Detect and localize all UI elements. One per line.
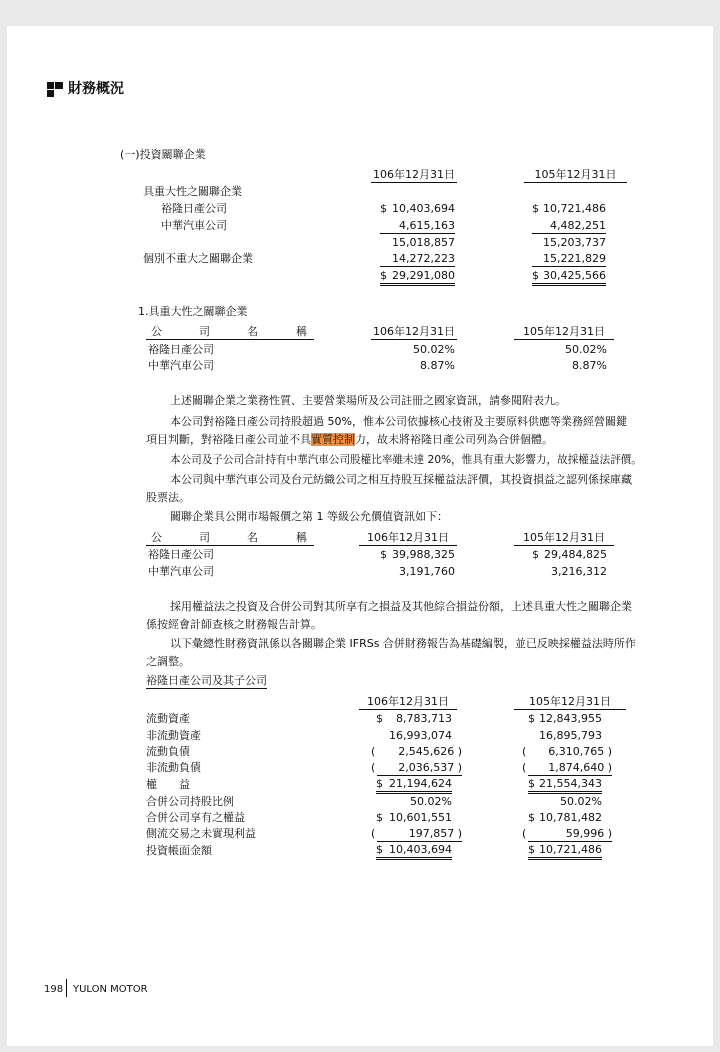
table-row-label: 中華汽車公司 [161, 219, 227, 232]
table-cell-value: 29,291,080 [392, 269, 455, 282]
document-page [7, 26, 713, 1046]
paren-open: ( [371, 745, 376, 758]
total-cell [528, 777, 602, 794]
table-row-label: 投資帳面金額 [146, 844, 212, 857]
table-row-label: 合併公司持股比例 [146, 795, 234, 808]
currency-symbol: $ [532, 269, 539, 282]
t4-col1-header: 106年12月31日 [359, 695, 457, 710]
total-cell [376, 777, 452, 794]
table-cell-value: 50.02% [565, 343, 607, 356]
currency-symbol: $ [380, 269, 387, 282]
subsection-title: 1.具重大性之關聯企業 [138, 305, 248, 318]
table-cell-value: 50.02% [410, 795, 452, 808]
footer-brand: YULON MOTOR [73, 984, 148, 995]
paragraph: 本公司及子公司合計持有中華汽車公司股權比率雖未達 20%，惟具有重大影響力，故採權益法評價。 [170, 454, 642, 466]
table-row-label: 中華汽車公司 [148, 359, 214, 372]
table-row-label: 非流動資產 [146, 729, 201, 742]
table-cell-value: 21,194,624 [389, 777, 452, 790]
page-number: 198 [44, 984, 64, 995]
paragraph: 關聯企業具公開市場報價之第 1 等級公允價值資訊如下： [170, 510, 448, 523]
t2-col2-header: 105年12月31日 [514, 325, 614, 340]
paragraph: 採用權益法之投資及合併公司對其所享有之損益及其他綜合損益份額，上述具重大性之關聯企業係按經會計師查核之財務報告計算。 [146, 600, 632, 631]
t3-company-header: 公 司 名 稱 [146, 531, 314, 546]
section-title: (一)投資關聯企業 [120, 148, 206, 161]
table-cell-value: 39,988,325 [392, 548, 455, 561]
currency-symbol: $ [528, 811, 535, 824]
table-cell-value: 3,191,760 [399, 565, 455, 578]
table-cell-value: 8,783,713 [396, 712, 452, 725]
table-cell-value: 10,721,486 [543, 202, 606, 215]
currency-symbol: $ [376, 811, 383, 824]
paragraph: 本公司與中華汽車公司及台元紡織公司之相互持股互採權益法評價，其投資損益之認列係採庫藏股票法。 [146, 473, 632, 504]
currency-symbol: $ [528, 777, 535, 790]
table-cell-value: 197,857 ) [377, 827, 462, 842]
currency-symbol: $ [532, 548, 539, 561]
table-cell-value: 10,781,482 [539, 811, 602, 824]
table-cell-value: 15,203,737 [543, 236, 606, 249]
t4-col2-header: 105年12月31日 [514, 695, 626, 710]
table-cell-value: 30,425,566 [543, 269, 606, 282]
table-row-label: 裕隆日產公司 [148, 343, 214, 356]
currency-symbol: $ [376, 843, 383, 856]
table-cell-value: 10,601,551 [389, 811, 452, 824]
table-cell-value: 8.87% [420, 359, 455, 372]
table-row-label: 側流交易之未實現利益 [146, 827, 256, 840]
total-cell [528, 843, 602, 860]
table-row-label: 裕隆日產公司 [161, 202, 227, 215]
table-cell-value: 2,036,537 ) [377, 761, 462, 776]
t4-title: 裕隆日產公司及其子公司 [146, 674, 267, 687]
currency-symbol: $ [376, 777, 383, 790]
table-row-label: 流動負債 [146, 745, 190, 758]
table-cell-value: 4,482,251 [532, 219, 606, 234]
highlighted-text: 實質控制 [311, 433, 355, 446]
t2-col1-header: 106年12月31日 [373, 325, 455, 338]
paragraph: 本公司對裕隆日產公司持股超過 50%，惟本公司依據核心技術及主要原料供應等業務經營關鍵項目判斷，對裕隆日產公司並不具實質控制力，故未將裕隆日產公司列為合併個體。 [146, 415, 627, 446]
table-row-label: 非流動負債 [146, 761, 201, 774]
currency-symbol: $ [380, 202, 387, 215]
paragraph: 以下彙總性財務資訊係以各關聯企業 IFRSs 合併財務報告為基礎編製，並已反映採權益法時所作之調整。 [146, 637, 636, 668]
t1-col2-header: 105年12月31日 [524, 168, 627, 183]
table-cell-value: 1,874,640 ) [528, 761, 612, 776]
paren-open: ( [522, 827, 527, 840]
paragraph: 上述關聯企業之業務性質、主要營業場所及公司註冊之國家資訊，請參閱附表九。 [170, 394, 566, 407]
paren-open: ( [522, 745, 527, 758]
paren-open: ( [371, 761, 376, 774]
table-cell-value: 10,403,694 [389, 843, 452, 856]
currency-symbol: $ [528, 712, 535, 725]
t3-col2-header: 105年12月31日 [514, 531, 614, 546]
table-cell-value: 6,310,765 ) [548, 745, 612, 758]
section-marker-icon [47, 82, 63, 97]
page-header-title: 財務概況 [68, 81, 124, 97]
table-cell-value: 21,554,343 [539, 777, 602, 790]
table-row-label: 中華汽車公司 [148, 565, 214, 578]
table-row-label: 合併公司享有之權益 [146, 811, 245, 824]
paren-open: ( [522, 761, 527, 774]
total-cell [532, 269, 606, 286]
t1-group-label: 具重大性之關聯企業 [143, 185, 242, 198]
table-cell-value: 16,993,074 [389, 729, 452, 742]
table-row-label: 流動資產 [146, 712, 190, 725]
table-cell-value: 50.02% [560, 795, 602, 808]
total-cell [376, 843, 452, 860]
table-cell-value: 15,221,829 [532, 252, 606, 267]
table-cell-value: 12,843,955 [539, 712, 602, 725]
table-cell-value: 8.87% [572, 359, 607, 372]
table-cell-value: 15,018,857 [392, 236, 455, 249]
currency-symbol: $ [532, 202, 539, 215]
table-cell-value: 3,216,312 [551, 565, 607, 578]
table-cell-value: 14,272,223 [380, 252, 455, 267]
t1-col1-header: 106年12月31日 [373, 168, 455, 181]
table-cell-value: 2,545,626 ) [398, 745, 462, 758]
currency-symbol: $ [376, 712, 383, 725]
t2-company-header: 公 司 名 稱 [146, 325, 314, 340]
table-cell-value: 29,484,825 [544, 548, 607, 561]
t3-col1-header: 106年12月31日 [359, 531, 457, 546]
paren-open: ( [371, 827, 376, 840]
table-cell-value: 10,721,486 [539, 843, 602, 856]
table-cell-value: 4,615,163 [380, 219, 455, 234]
currency-symbol: $ [380, 548, 387, 561]
table-cell-value: 50.02% [413, 343, 455, 356]
table-cell-value: 10,403,694 [392, 202, 455, 215]
currency-symbol: $ [528, 843, 535, 856]
table-cell-value: 16,895,793 [539, 729, 602, 742]
table-row-label: 權 益 [146, 778, 190, 791]
footer-divider [66, 979, 67, 997]
table-row-label: 裕隆日產公司 [148, 548, 214, 561]
table-row-label: 個別不重大之關聯企業 [143, 252, 253, 265]
total-cell [380, 269, 455, 286]
table-cell-value: 59,996 ) [528, 827, 612, 842]
